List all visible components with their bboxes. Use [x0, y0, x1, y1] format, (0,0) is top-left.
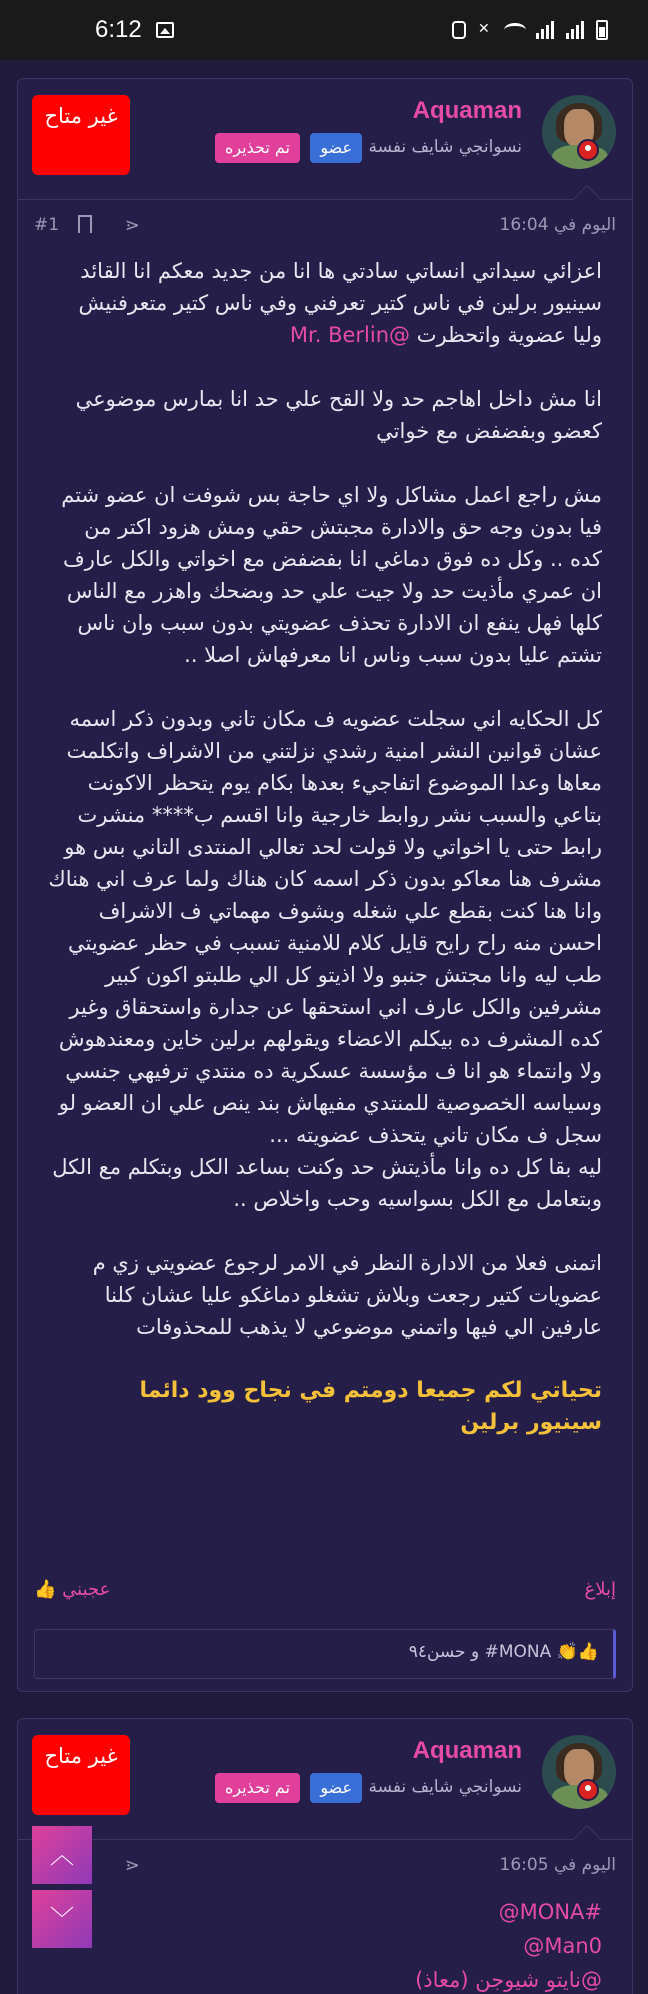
lock-icon	[452, 21, 466, 39]
warned-badge: تم تحذيره	[215, 133, 300, 163]
post-date[interactable]: اليوم في 16:04	[499, 215, 616, 235]
thumbs-up-icon: 👍	[34, 1579, 57, 1600]
gallery-icon	[156, 22, 174, 38]
paragraph-2: انا مش داخل اهاجم حد ولا القح علي حد انا بمارس موضوعي كعضو وبفضفض مع خواتي	[75, 387, 602, 443]
signal-icon-2	[566, 21, 586, 39]
divider	[18, 199, 632, 200]
status-bar	[0, 0, 648, 60]
mute-icon	[476, 21, 494, 39]
status-time: 6:12	[95, 16, 142, 43]
mention-3[interactable]: @نايتو شيوجن (معاذ)	[415, 1968, 602, 1992]
like-button[interactable]	[34, 1579, 110, 1600]
status-icons	[452, 20, 608, 40]
scroll-down-button[interactable]: ﹀	[32, 1890, 92, 1948]
signal-icon	[536, 21, 556, 39]
like-label: عجبني	[62, 1579, 111, 1600]
paragraph-1-text: اعزائي سيداتي انساتي سادتي ها انا من جديد معكم انا القائد سينيور برلين في ناس كتير تعرفني وفي ناس كتير متعرفنيش وليا عضوية واتحظرت	[78, 259, 602, 347]
post-number[interactable]: #1	[34, 215, 60, 235]
closing-line-1: تحياتي لكم جميعا دومتم في نجاح وود دائما	[139, 1378, 602, 1403]
user-title: نسوانجي شايف نفسة	[368, 137, 522, 157]
post-date[interactable]: اليوم في 16:05	[499, 1855, 616, 1875]
post-header	[18, 79, 632, 199]
share-icon[interactable]: ⋖	[124, 1855, 140, 1876]
scroll-up-button[interactable]: ︿	[32, 1826, 92, 1884]
member-badge: عضو	[310, 133, 362, 163]
paragraph-5: اتمنى فعلا من الادارة النظر في الامر لرجوع عضويتي زي م عضويات كتير رجعت وبلاش تشغلو دماغكو عليا عشان كلنا عارفين الي فيها واتمني موضوعي لا يذهب للمحذوفات	[92, 1251, 602, 1339]
warned-badge: تم تحذيره	[215, 1773, 300, 1803]
battery-icon	[596, 20, 608, 40]
closing-line-2: سينيور برلين	[460, 1410, 602, 1435]
avatar[interactable]	[542, 95, 616, 169]
mention-link[interactable]: @Mr. Berlin	[289, 323, 411, 347]
bookmark-icon[interactable]	[78, 215, 92, 233]
username[interactable]: Aquaman	[412, 1737, 522, 1764]
post-1	[17, 78, 633, 1692]
unavailable-badge: غير متاح	[32, 1735, 130, 1815]
post-2	[17, 1718, 633, 1994]
member-badge: عضو	[310, 1773, 362, 1803]
post-content	[48, 1895, 602, 1994]
paragraph-3: مش راجع اعمل مشاكل ولا اي حاجة بس شوفت ان عضو شتم فيا بدون وجه حق والادارة مجبتش حقي ومش هزود اكتر من كده .. وكل ده فوق دماغي انا بفضفض مع اخواتي والكل عارف ان عمري مأذيت حد ولا جيت علي حد وبضحك واهزر مع الناس كلها فهل ينفع ان الادارة تحذف عضويتي بدون سبب وان ناس تشتم عليا بدون سبب وناس انا معرفهاش اصلا ..	[61, 483, 602, 667]
user-status-icon	[577, 1779, 599, 1801]
reaction-emojis-icon: 👍👏	[556, 1642, 599, 1662]
post-header	[18, 1719, 632, 1839]
share-icon[interactable]: ⋖	[124, 215, 140, 236]
wifi-icon	[504, 23, 526, 37]
post-meta	[18, 209, 632, 245]
unavailable-badge: غير متاح	[32, 95, 130, 175]
post-meta	[18, 1849, 632, 1885]
user-title: نسوانجي شايف نفسة	[368, 1777, 522, 1797]
reactions-bar[interactable]	[34, 1629, 616, 1679]
avatar[interactable]	[542, 1735, 616, 1809]
paragraph-1	[48, 255, 602, 351]
divider	[18, 1839, 632, 1840]
user-status-icon	[577, 139, 599, 161]
mention-2[interactable]: @Man0	[523, 1934, 602, 1958]
reactions-users: MONA# و حسن٩٤	[408, 1642, 552, 1662]
report-link[interactable]: إبلاغ	[584, 1579, 616, 1600]
paragraph-4: كل الحكايه اني سجلت عضويه ف مكان تاني وبدون ذكر اسمه عشان قوانين النشر امنية رشدي نزلتني من الاشراف واتكلمت معاها وعدا الموضوع اتفاجيء بعدها بكام يوم يتحظر الاكونت بتاعي والسبب نشر روابط خارجية وانا اقسم ب**** منشرت رابط حتى يا اخواتي ولا قولت لحد تعالي المنتدى التاني بس هو مشرف هنا معاكو بدون ذكر اسمه كان هناك ولما عرف اني هناك وانا هنا كنت بقطع علي شغله وبشوف مهماتي ف الاشراف احسن منه راح رايح قايل كلام للامنية تسبب في حظر عضويتي طب ليه وانا مجتش جنبو ولا اذيتو كل الي طلبتو اكون كبير مشرفين والكل عارف اني استحقها عن جدارة واستحقاق وغير كده المشرف ده بيكلم الاعضاء ويقولهم برلين خاين ومعندهوش ولا وانتماء هو انا ف مؤسسة عسكرية ده منتدي ترفيهي جنسي وسياسه الخصوصية للمنتدي مفيهاش بند ينص علي ان العضو لو سجل ف مكان تاني يتحذف عضويته ... ليه بقا كل ده وانا مأذيتش حد وكنت بساعد الكل وبتكلم مع الكل وبتعامل مع الكل بسواسيه وحب واخلاص ..	[48, 707, 602, 1211]
mention-1[interactable]: @MONA#	[498, 1900, 602, 1924]
username[interactable]: Aquaman	[412, 97, 522, 124]
post-actions	[34, 1579, 616, 1615]
post-content	[48, 255, 602, 1439]
